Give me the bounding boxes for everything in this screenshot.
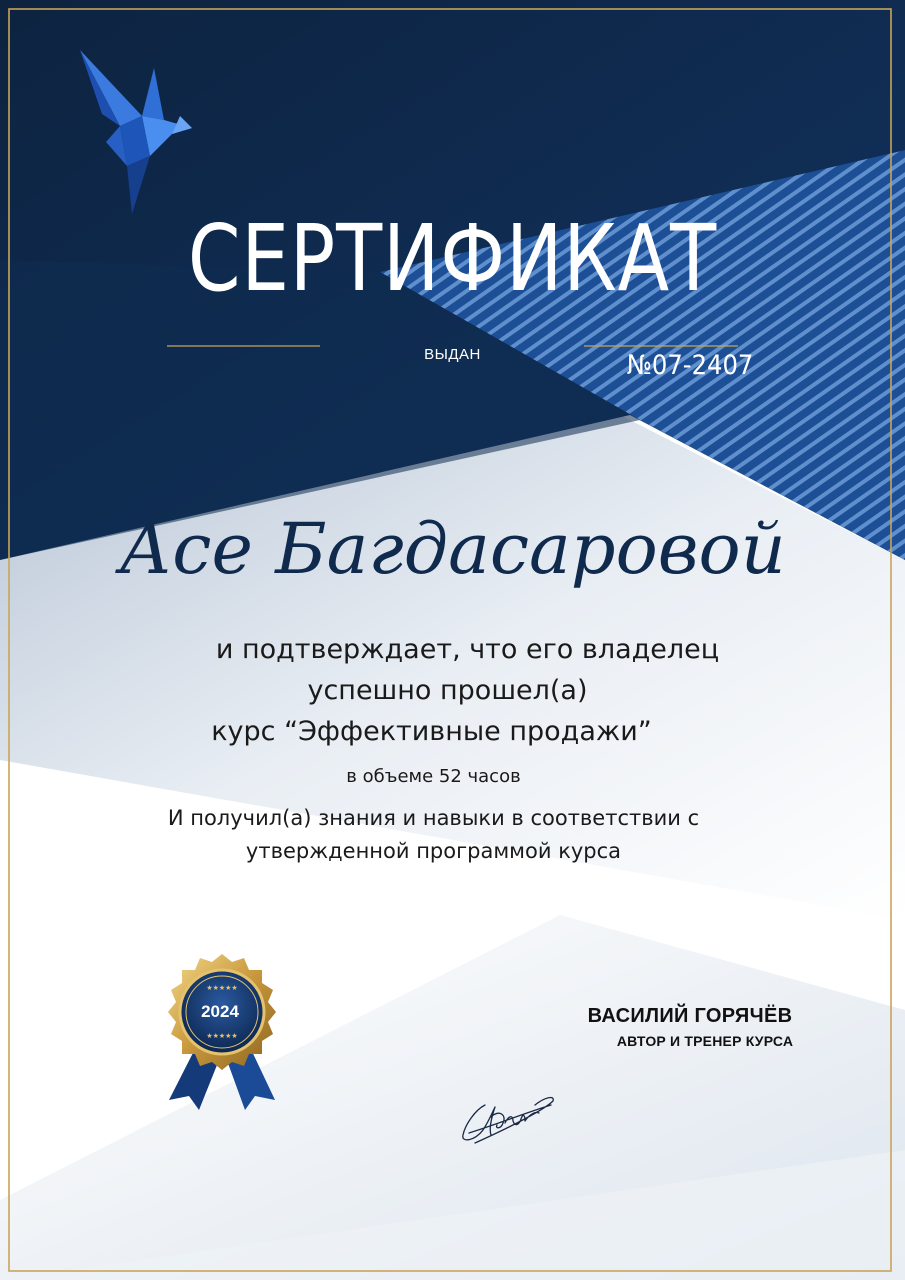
course-hours: в объеме 52 часов (346, 766, 521, 787)
author-name: ВАСИЛИЙ ГОРЯЧЁВ (587, 1005, 793, 1027)
seal-year: 2024 (201, 1002, 239, 1021)
svg-text:★★★★★: ★★★★★ (206, 1032, 238, 1040)
body-line-6: утвержденной программой курса (245, 839, 622, 863)
issued-label: ВЫДАН (424, 346, 481, 363)
certificate-title: СЕРТИФИКАТ (187, 205, 718, 312)
body-line-3: курс “Эффективные продажи” (211, 716, 652, 747)
certificate-number: №07-2407 (626, 350, 754, 381)
body-line-1: и подтверждает, что его владелец (215, 634, 720, 665)
origami-bird-logo (72, 46, 202, 216)
award-seal (155, 950, 290, 1115)
author-role: АВТОР И ТРЕНЕР КУРСА (616, 1033, 794, 1049)
body-line-2: успешно прошел(а) (307, 675, 588, 706)
body-line-5: И получил(а) знания и навыки в соответствии с (167, 806, 700, 830)
recipient-name: Асе Багдасаровой (119, 508, 786, 590)
svg-text:★★★★★: ★★★★★ (206, 984, 238, 992)
author-signature (455, 1085, 565, 1155)
